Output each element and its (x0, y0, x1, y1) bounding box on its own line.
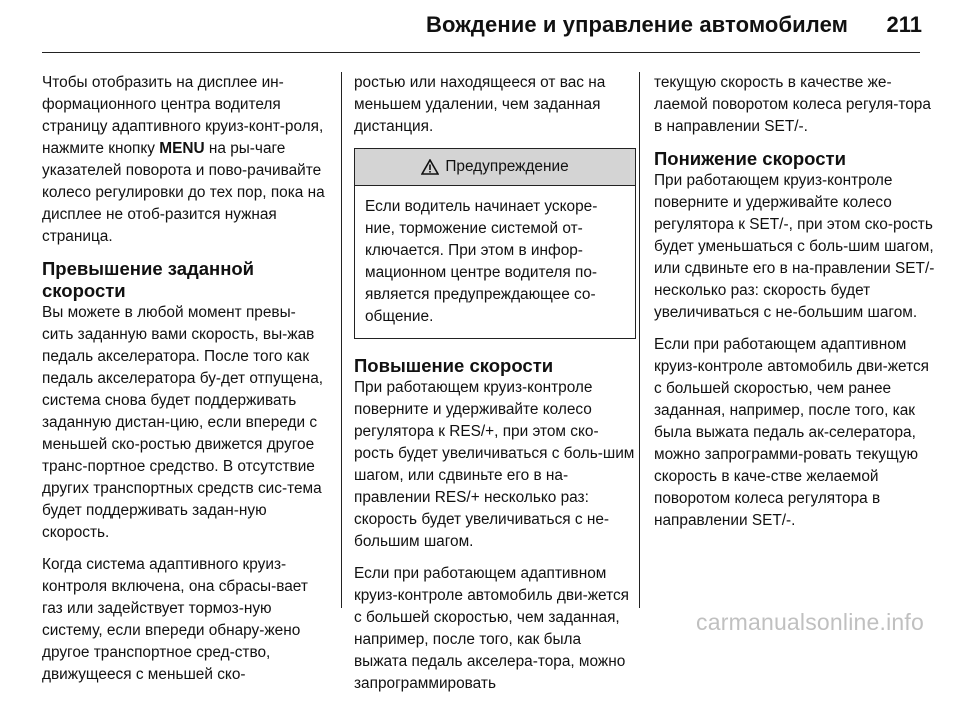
section-heading: Понижение скорости (654, 148, 846, 169)
paragraph (42, 72, 326, 248)
column-3 (654, 72, 938, 542)
section-heading: Повышение скорости (354, 355, 554, 376)
paragraph: текущую скорость в качестве же-лаемой поворотом колеса регуля-тора в направлении SET/-. (654, 74, 931, 135)
header-divider (42, 52, 920, 53)
menu-button-label: MENU (159, 140, 205, 157)
column-divider (639, 72, 640, 608)
column-1 (42, 72, 326, 696)
warning-title: Предупреждение (445, 158, 569, 175)
warning-triangle-icon (421, 159, 439, 175)
warning-header (355, 149, 635, 186)
warning-text: Если водитель начинает ускоре-ние, торможение системой от-ключается. При этом в инфор-мационном центре водителя по-является предупреждающее со-общение. (365, 198, 598, 325)
paragraph: ростью или находящееся от вас на меньшем удалении, чем заданная дистанция. (354, 74, 606, 135)
page-title: Вождение и управление автомобилем (426, 12, 848, 37)
watermark: carmanualsonline.info (696, 609, 924, 635)
paragraph: При работающем круиз-контроле поверните и удерживайте колесо регулятора к SET/-, при этом ско-рость будет уменьшаться с боль-шим шагом, или сдвиньте его в на-правлении SET/- несколько раз: скорость будет увеличиваться с не-большим шагом. (654, 172, 935, 321)
paragraph: Если при работающем адаптивном круиз-контроле автомобиль дви-жется с большей скоростью, чем заданная, например, после того, как была выжата педаль акселера-тора, можно запрограммировать (354, 565, 629, 692)
column-2 (354, 72, 638, 705)
paragraph: Когда система адаптивного круиз-контроля включена, она сбрасы-вает газ или задействует тормоз-ную систему, если впереди обнару-жено другое транспортное сред-ство, движущееся с меньшей ско- (42, 556, 308, 683)
warning-box (354, 148, 636, 339)
page-header (0, 0, 960, 50)
page-number: 211 (886, 12, 922, 37)
paragraph-text: Чтобы отобразить на дисплее ин-формационного центра водителя страницу адаптивного круиз-конт-роля, нажмите кнопку (42, 74, 324, 157)
section-heading: Превышение заданной скорости (42, 258, 255, 301)
paragraph: Вы можете в любой момент превы-сить заданную вами скорость, вы-жав педаль акселератора. После того как педаль акселератора бу-дет отпущена, система снова будет поддерживать заданную дистан-цию, если впереди с меньшей ско-ростью движется другое транс-портное средство. В отсутствие других транспортных средств сис-тема будет поддерживать задан-ную скорость. (42, 304, 324, 541)
paragraph-text: на ры-чаге указателей поворота и пово-рачивайте колесо регулировки до тех пор, пока на дисплее не отоб-разится нужная страница. (42, 140, 325, 245)
paragraph: При работающем круиз-контроле поверните и удерживайте колесо регулятора к RES/+, при этом ско-рость будет увеличиваться с боль-шим шагом, или сдвиньте его в на-правлении RES/+ несколько раз: скорость будет увеличиваться с не-большим шагом. (354, 379, 635, 550)
column-divider (341, 72, 342, 608)
paragraph: Если при работающем адаптивном круиз-контроле автомобиль дви-жется с большей скоростью, чем ранее заданная, например, после того, как была выжата педаль ак-селератора, можно запрограмми-ровать текущую скорость в каче-стве желаемой поворотом колеса регулятора в направлении SET/-. (654, 336, 929, 529)
